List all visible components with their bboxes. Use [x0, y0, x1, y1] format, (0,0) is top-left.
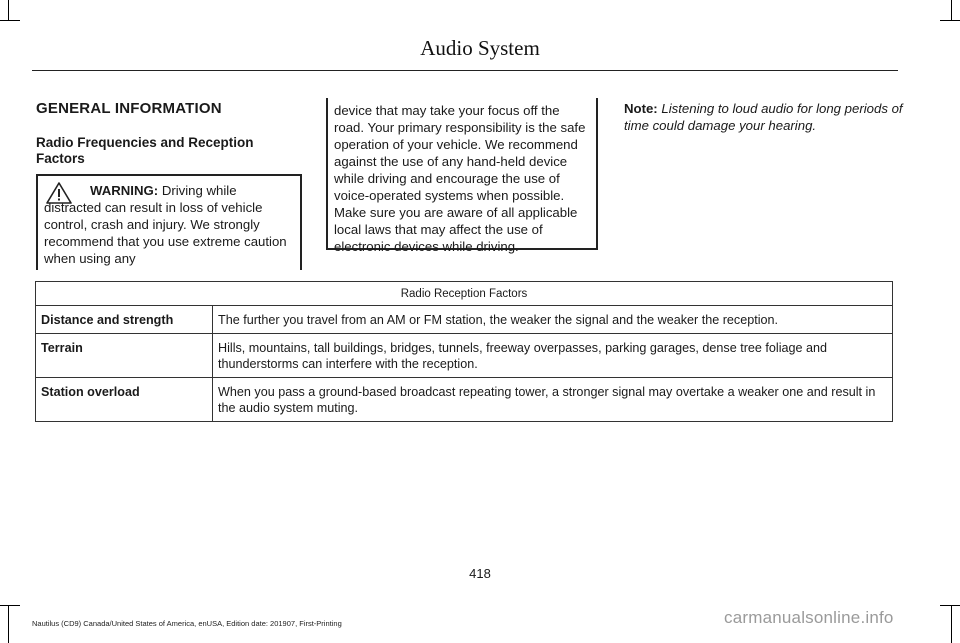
factor-name: Distance and strength [36, 306, 213, 334]
crop-mark [0, 605, 20, 606]
crop-mark [940, 20, 960, 21]
page-title: Audio System [420, 36, 540, 60]
factor-description: When you pass a ground-based broadcast repeating tower, a stronger signal may overtake a weaker one and result in the audio system muting. [213, 378, 893, 422]
warning-text-part2: device that may take your focus off the road. Your primary responsibility is the safe operation of your vehicle. We recommend against the use of any hand-held device while driving and encourage the use of voice-operated systems when possible. Make sure you are aware of all applicable local laws that may affect the use of electronic devices while driving. [334, 103, 586, 254]
table-caption: Radio Reception Factors [36, 282, 893, 306]
factor-description: The further you travel from an AM or FM station, the weaker the signal and the weaker the reception. [213, 306, 893, 334]
table-row [36, 378, 893, 422]
watermark: carmanualsonline.info [724, 608, 894, 627]
warning-text [44, 182, 296, 267]
crop-mark [940, 605, 960, 606]
section-heading: GENERAL INFORMATION [36, 100, 222, 117]
warning-label: WARNING: [90, 183, 159, 198]
note-text: Listening to loud audio for long periods of time could damage your hearing. [624, 101, 903, 133]
crop-mark [8, 605, 9, 643]
warning-box-continued [326, 98, 598, 254]
radio-reception-table [35, 281, 893, 422]
sub-heading: Radio Frequencies and Reception Factors [36, 135, 254, 166]
crop-mark [8, 0, 9, 20]
warning-box [36, 174, 302, 270]
crop-mark [951, 0, 952, 20]
note [624, 100, 904, 134]
factor-name: Station overload [36, 378, 213, 422]
page-number: 418 [469, 566, 491, 581]
crop-mark [951, 605, 952, 643]
crop-mark [0, 20, 20, 21]
factor-name: Terrain [36, 334, 213, 378]
note-label: Note: [624, 101, 658, 116]
header-divider [32, 70, 898, 71]
factor-description: Hills, mountains, tall buildings, bridges, tunnels, freeway overpasses, parking garages, dense tree foliage and thunderstorms can interfere with the reception. [213, 334, 893, 378]
warning-text-part1: Driving while distracted can result in loss of vehicle control, crash and injury. We strongly recommend that you use extreme caution when using any [44, 183, 287, 266]
footer-edition-info: Nautilus (CD9) Canada/United States of America, enUSA, Edition date: 201907, First-Printing [32, 619, 342, 628]
table-row [36, 334, 893, 378]
table-row [36, 306, 893, 334]
